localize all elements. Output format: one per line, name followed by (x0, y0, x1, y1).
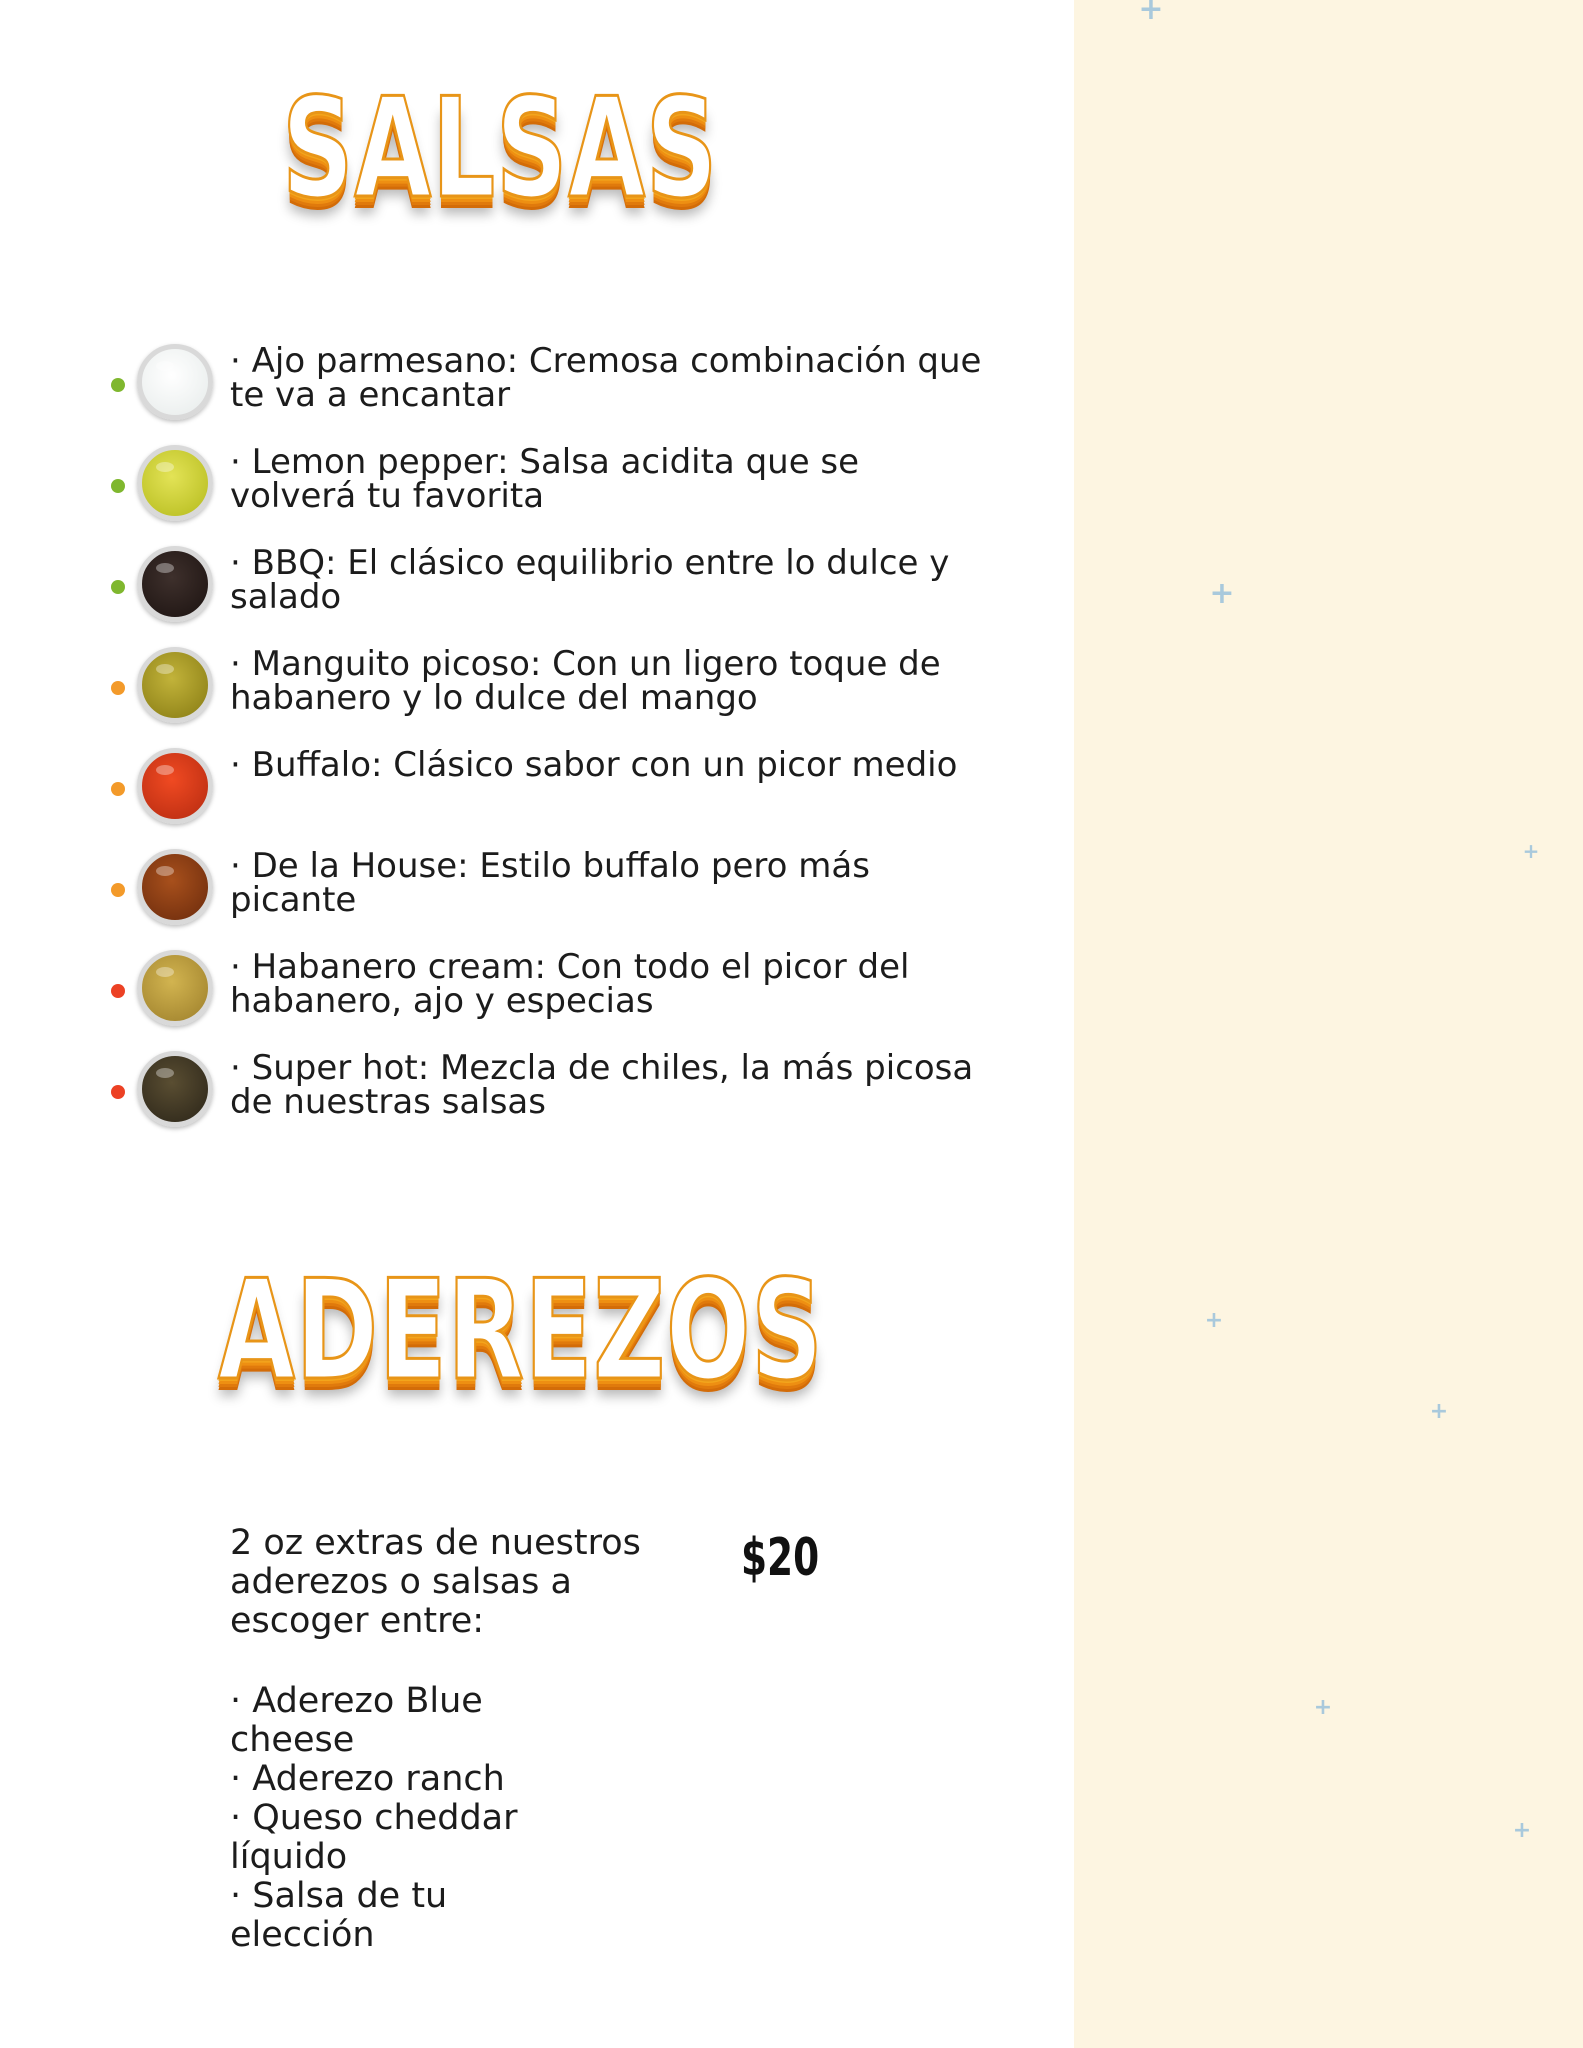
heat-level-mild-dot (111, 580, 125, 594)
heat-level-medium-dot (111, 883, 125, 897)
aderezo-option: · Aderezo ranch (230, 1759, 505, 1799)
super-hot-sauce-cup-icon (137, 1051, 213, 1127)
plus-sparkle-icon: + (1204, 1308, 1224, 1333)
salsa-description: · De la House: Estilo buffalo pero más picante (230, 846, 870, 920)
aderezos-price: $20 (741, 1528, 820, 1588)
plus-sparkle-icon: + (1313, 1695, 1333, 1720)
mango-sauce-cup-icon (137, 647, 213, 723)
salsa-description: · Habanero cream: Con todo el picor del habanero, ajo y especias (230, 947, 910, 1021)
heat-level-hot-dot (111, 1085, 125, 1099)
garlic-parmesan-sauce-cup-icon (137, 344, 213, 420)
salsa-item-lemon-pepper (104, 442, 984, 535)
salsa-description: · BBQ: El clásico equilibrio entre lo dulce y salado (230, 543, 950, 617)
salsa-description: · Lemon pepper: Salsa acidita que se volverá tu favorita (230, 442, 860, 516)
salsa-item-habanero-cream (104, 947, 984, 1040)
salsa-item-ajo-parmesano (104, 341, 984, 434)
plus-sparkle-icon: + (1209, 576, 1235, 611)
salsa-item-bbq (104, 543, 984, 636)
salsa-description: · Super hot: Mezcla de chiles, la más picosa de nuestras salsas (230, 1048, 974, 1122)
heat-level-medium-dot (111, 681, 125, 695)
salsa-item-de-la-house (104, 846, 984, 939)
aderezo-option: · Queso cheddar líquido (230, 1798, 518, 1877)
buffalo-sauce-cup-icon (137, 748, 213, 824)
salsa-description: · Buffalo: Clásico sabor con un picor medio (230, 745, 958, 785)
lemon-pepper-sauce-cup-icon (137, 445, 213, 521)
plus-sparkle-icon: + (1512, 1818, 1532, 1843)
salsa-item-manguito-picoso (104, 644, 984, 737)
salsa-description: · Ajo parmesano: Cremosa combinación que te va a encantar (230, 341, 982, 415)
aderezo-option: · Aderezo Blue cheese (230, 1681, 483, 1760)
plus-sparkle-icon: + (1429, 1399, 1449, 1424)
decorative-side-panel (1074, 0, 1583, 2048)
salsa-item-buffalo (104, 745, 984, 838)
plus-sparkle-icon: + (1138, 0, 1164, 27)
heat-level-medium-dot (111, 782, 125, 796)
plus-sparkle-icon: + (1522, 839, 1540, 863)
heat-level-hot-dot (111, 984, 125, 998)
house-sauce-cup-icon (137, 849, 213, 925)
heat-level-mild-dot (111, 479, 125, 493)
aderezos-heading: ADEREZOS (218, 1250, 824, 1411)
aderezos-description: 2 oz extras de nuestros aderezos o salsas a escoger entre: (230, 1523, 641, 1641)
salsa-item-super-hot (104, 1048, 984, 1141)
aderezo-option: · Salsa de tu elección (230, 1876, 448, 1955)
salsa-description: · Manguito picoso: Con un ligero toque de habanero y lo dulce del mango (230, 644, 941, 718)
habanero-cream-sauce-cup-icon (137, 950, 213, 1026)
heat-level-mild-dot (111, 378, 125, 392)
bbq-sauce-cup-icon (137, 546, 213, 622)
salsas-heading: SALSAS (282, 68, 719, 229)
aderezos-options-list (230, 1682, 550, 1955)
